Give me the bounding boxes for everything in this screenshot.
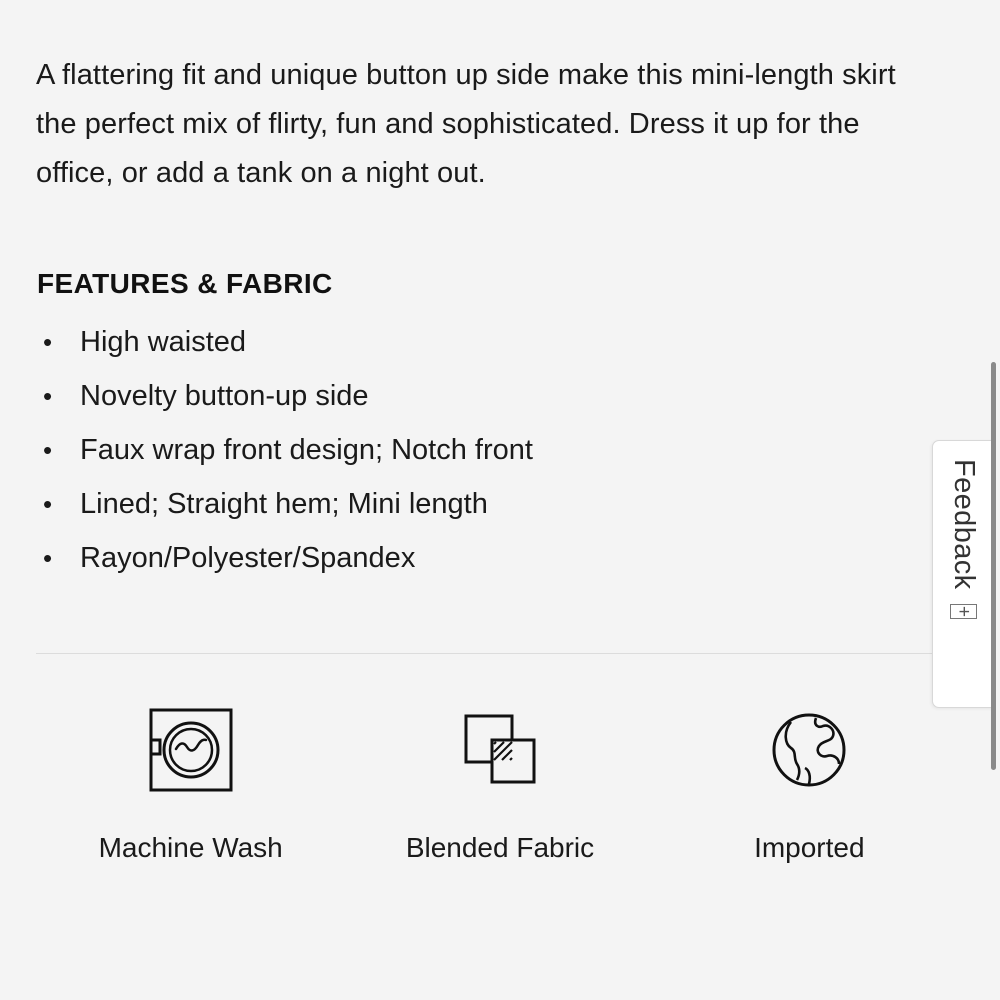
- scrollbar-thumb[interactable]: [991, 362, 996, 770]
- list-item-label: Rayon/Polyester/Spandex: [80, 542, 416, 574]
- feature-list: [37, 315, 897, 585]
- care-item-imported: [655, 700, 964, 874]
- bullet-icon: •: [43, 543, 53, 573]
- care-item-label: Imported: [754, 832, 865, 863]
- bullet-icon: •: [43, 435, 53, 465]
- expand-icon[interactable]: +: [950, 604, 977, 619]
- list-item: [37, 369, 897, 423]
- features-fabric-heading: FEATURES & FABRIC: [37, 268, 333, 300]
- list-item-label: Novelty button-up side: [80, 380, 369, 412]
- blended-fabric-icon: [450, 700, 550, 800]
- section-divider: [36, 653, 964, 654]
- care-instructions-row: [36, 700, 964, 874]
- list-item: [37, 315, 897, 369]
- care-item-machine-wash: [36, 700, 345, 874]
- list-item-label: High waisted: [80, 326, 247, 358]
- feedback-label: Feedback: [948, 459, 980, 590]
- globe-icon: [759, 700, 859, 800]
- list-item: [37, 477, 897, 531]
- care-item-label: Machine Wash: [98, 832, 283, 863]
- care-item-blended-fabric: [345, 700, 654, 874]
- scrollbar[interactable]: [992, 0, 998, 1000]
- bullet-icon: •: [43, 327, 53, 357]
- list-item: [37, 531, 897, 585]
- feedback-tab[interactable]: [932, 440, 994, 708]
- bullet-icon: •: [43, 489, 53, 519]
- list-item-label: Faux wrap front design; Notch front: [80, 434, 533, 466]
- product-description: A flattering fit and unique button up side make this mini-length skirt the perfect mix of flirty, fun and sophisticated. Dress it up for the office, or add a tank on a night out.: [36, 59, 896, 189]
- bullet-icon: •: [43, 381, 53, 411]
- care-item-label: Blended Fabric: [405, 832, 595, 863]
- list-item: [37, 423, 897, 477]
- washing-machine-icon: [141, 700, 241, 800]
- list-item-label: Lined; Straight hem; Mini length: [80, 488, 488, 520]
